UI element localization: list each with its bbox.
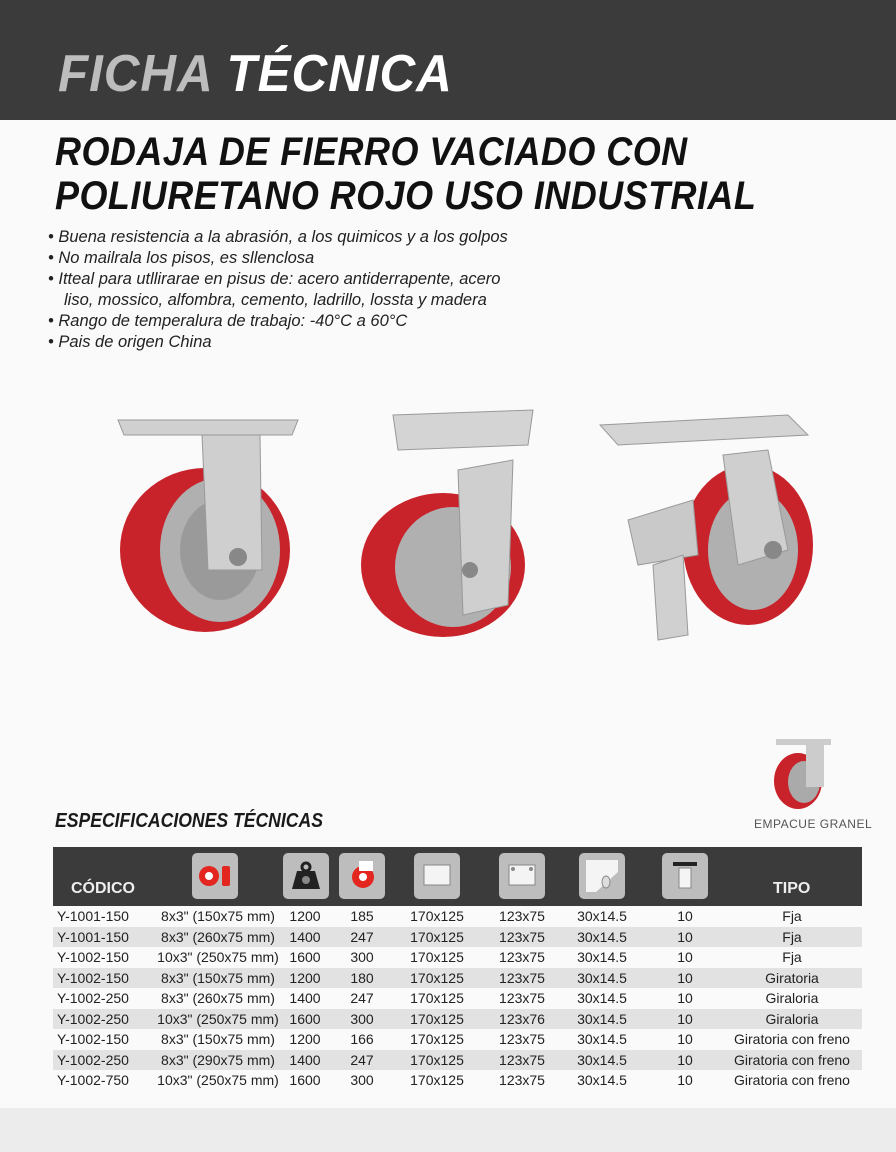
- cell-type: Fja: [782, 949, 802, 965]
- cell-wheel-size: 10x3" (250x75 mm): [157, 949, 279, 965]
- cell-code: Y-1002-150: [57, 1031, 129, 1047]
- table-row: [53, 988, 862, 1009]
- specs-table-body: [53, 906, 862, 1091]
- cell-bolt-hole: 30x14.5: [577, 969, 627, 986]
- cell-plate-size: 170x125: [410, 908, 464, 924]
- cell-wheel-size: 8x3" (150x75 mm): [161, 969, 275, 986]
- cell-plate-size: 170x125: [410, 1010, 464, 1027]
- cell-bolt-spacing: 123x75: [499, 908, 545, 924]
- cell-capacity: 1400: [289, 928, 321, 945]
- cell-capacity: 1400: [289, 1051, 321, 1068]
- plate-icon: [414, 853, 460, 899]
- cell-code: Y-1001-150: [57, 928, 129, 945]
- cell-bolt-spacing: 123x75: [499, 1031, 545, 1047]
- cell-bolt-spacing: 123x76: [499, 1010, 545, 1027]
- cell-height: 300: [350, 1072, 374, 1088]
- cell-height: 166: [350, 1031, 374, 1047]
- cell-code: Y-1002-250: [57, 1010, 129, 1027]
- cell-code: Y-1002-150: [57, 949, 129, 965]
- cell-height: 300: [350, 949, 374, 965]
- brake-caster-image: [598, 405, 818, 645]
- cell-type: Fja: [782, 928, 802, 945]
- table-header: [53, 847, 862, 906]
- cell-capacity: 1200: [289, 1031, 321, 1047]
- bulk-packaging-image: [772, 737, 834, 812]
- feature-item: liso, mossico, alfombra, cemento, ladrillo, lossta y madera: [64, 291, 487, 309]
- cell-bolt-hole: 30x14.5: [577, 1051, 627, 1068]
- cell-capacity: 1600: [289, 1010, 321, 1027]
- cell-offset: 10: [677, 1031, 693, 1047]
- bolt-hole-icon: [579, 853, 625, 899]
- table-row: [53, 1070, 862, 1091]
- cell-wheel-size: 8x3" (260x75 mm): [161, 928, 275, 945]
- cell-plate-size: 170x125: [410, 969, 464, 986]
- cell-type: Giraloria: [765, 990, 819, 1006]
- cell-offset: 10: [677, 949, 693, 965]
- cell-bolt-spacing: 123x75: [499, 1051, 545, 1068]
- cell-offset: 10: [677, 908, 693, 924]
- cell-code: Y-1002-250: [57, 1051, 129, 1068]
- cell-type: Giratoria con freno: [734, 1072, 850, 1088]
- cell-plate-size: 170x125: [410, 990, 464, 1006]
- cell-plate-size: 170x125: [410, 1031, 464, 1047]
- cell-offset: 10: [677, 1051, 693, 1068]
- wheel-size-icon: [192, 853, 238, 899]
- cell-bolt-spacing: 123x75: [499, 1072, 545, 1088]
- cell-type: Fja: [782, 908, 802, 924]
- feature-item: • Rango de temperalura de trabajo: -40°C a 60°C: [48, 312, 408, 330]
- product-title: RODAJA DE FIERRO VACIADO CON POLIURETANO ROJO USO INDUSTRIAL: [55, 130, 757, 218]
- cell-type: Giratoria: [765, 969, 819, 986]
- cell-capacity: 1200: [289, 969, 321, 986]
- offset-icon: [662, 853, 708, 899]
- cell-bolt-hole: 30x14.5: [577, 990, 627, 1006]
- table-row: [53, 1029, 862, 1050]
- cell-wheel-size: 10x3" (250x75 mm): [157, 1072, 279, 1088]
- cell-bolt-hole: 30x14.5: [577, 1010, 627, 1027]
- cell-bolt-hole: 30x14.5: [577, 908, 627, 924]
- table-row: [53, 906, 862, 927]
- cell-type: Giratoria con freno: [734, 1051, 850, 1068]
- cell-wheel-size: 8x3" (260x75 mm): [161, 990, 275, 1006]
- cell-capacity: 1600: [289, 949, 321, 965]
- specs-title: ESPECIFICACIONES TÉCNICAS: [55, 810, 323, 832]
- weight-icon: [283, 853, 329, 899]
- cell-height: 185: [350, 908, 374, 924]
- header-band: [0, 0, 896, 120]
- cell-wheel-size: 10x3" (250x75 mm): [157, 1010, 279, 1027]
- cell-wheel-size: 8x3" (150x75 mm): [161, 908, 275, 924]
- feature-item: • Pais de origen China: [48, 333, 212, 351]
- column-header-tipo: TIPO: [773, 880, 811, 897]
- cell-plate-size: 170x125: [410, 1072, 464, 1088]
- cell-capacity: 1400: [289, 990, 321, 1006]
- cell-offset: 10: [677, 969, 693, 986]
- cell-plate-size: 170x125: [410, 1051, 464, 1068]
- cell-plate-size: 170x125: [410, 949, 464, 965]
- cell-height: 247: [350, 928, 374, 945]
- cell-bolt-hole: 30x14.5: [577, 928, 627, 945]
- cell-height: 247: [350, 1051, 374, 1068]
- swivel-caster-image: [358, 405, 538, 640]
- fixed-caster-image: [110, 410, 300, 635]
- cell-code: Y-1002-250: [57, 990, 129, 1006]
- cell-bolt-hole: 30x14.5: [577, 949, 627, 965]
- cell-bolt-hole: 30x14.5: [577, 1031, 627, 1047]
- page-title: FICHA TÉCNICA: [58, 45, 453, 103]
- feature-item: • Buena resistencia a la abrasión, a los quimicos y a los golpos: [48, 228, 508, 246]
- table-row: [53, 927, 862, 948]
- height-icon: [339, 853, 385, 899]
- bolt-spacing-icon: [499, 853, 545, 899]
- cell-height: 247: [350, 990, 374, 1006]
- cell-offset: 10: [677, 990, 693, 1006]
- cell-bolt-spacing: 123x75: [499, 928, 545, 945]
- feature-item: • Itteal para utllirarae en pisus de: acero antiderrapente, acero: [48, 270, 501, 288]
- cell-bolt-spacing: 123x75: [499, 990, 545, 1006]
- cell-bolt-hole: 30x14.5: [577, 1072, 627, 1088]
- packaging-label: EMPACUE GRANEL: [754, 817, 873, 831]
- table-row: [53, 1009, 862, 1030]
- cell-code: Y-1002-750: [57, 1072, 129, 1088]
- table-row: [53, 968, 862, 989]
- cell-offset: 10: [677, 1072, 693, 1088]
- cell-bolt-spacing: 123x75: [499, 949, 545, 965]
- footer-band: [0, 1108, 896, 1152]
- table-row: [53, 1050, 862, 1071]
- cell-height: 180: [350, 969, 374, 986]
- cell-capacity: 1600: [289, 1072, 321, 1088]
- cell-code: Y-1002-150: [57, 969, 129, 986]
- feature-item: • No mailrala los pisos, es sllenclosa: [48, 249, 315, 267]
- table-row: [53, 947, 862, 968]
- cell-wheel-size: 8x3" (150x75 mm): [161, 1031, 275, 1047]
- cell-plate-size: 170x125: [410, 928, 464, 945]
- cell-offset: 10: [677, 1010, 693, 1027]
- cell-code: Y-1001-150: [57, 908, 129, 924]
- feature-list: [48, 227, 508, 353]
- cell-capacity: 1200: [289, 908, 321, 924]
- cell-wheel-size: 8x3" (290x75 mm): [161, 1051, 275, 1068]
- cell-type: Giraloria: [765, 1010, 819, 1027]
- column-header-codigo: CÓDICO: [71, 880, 135, 897]
- cell-height: 300: [350, 1010, 374, 1027]
- cell-type: Giratoria con freno: [734, 1031, 850, 1047]
- cell-offset: 10: [677, 928, 693, 945]
- cell-bolt-spacing: 123x75: [499, 969, 545, 986]
